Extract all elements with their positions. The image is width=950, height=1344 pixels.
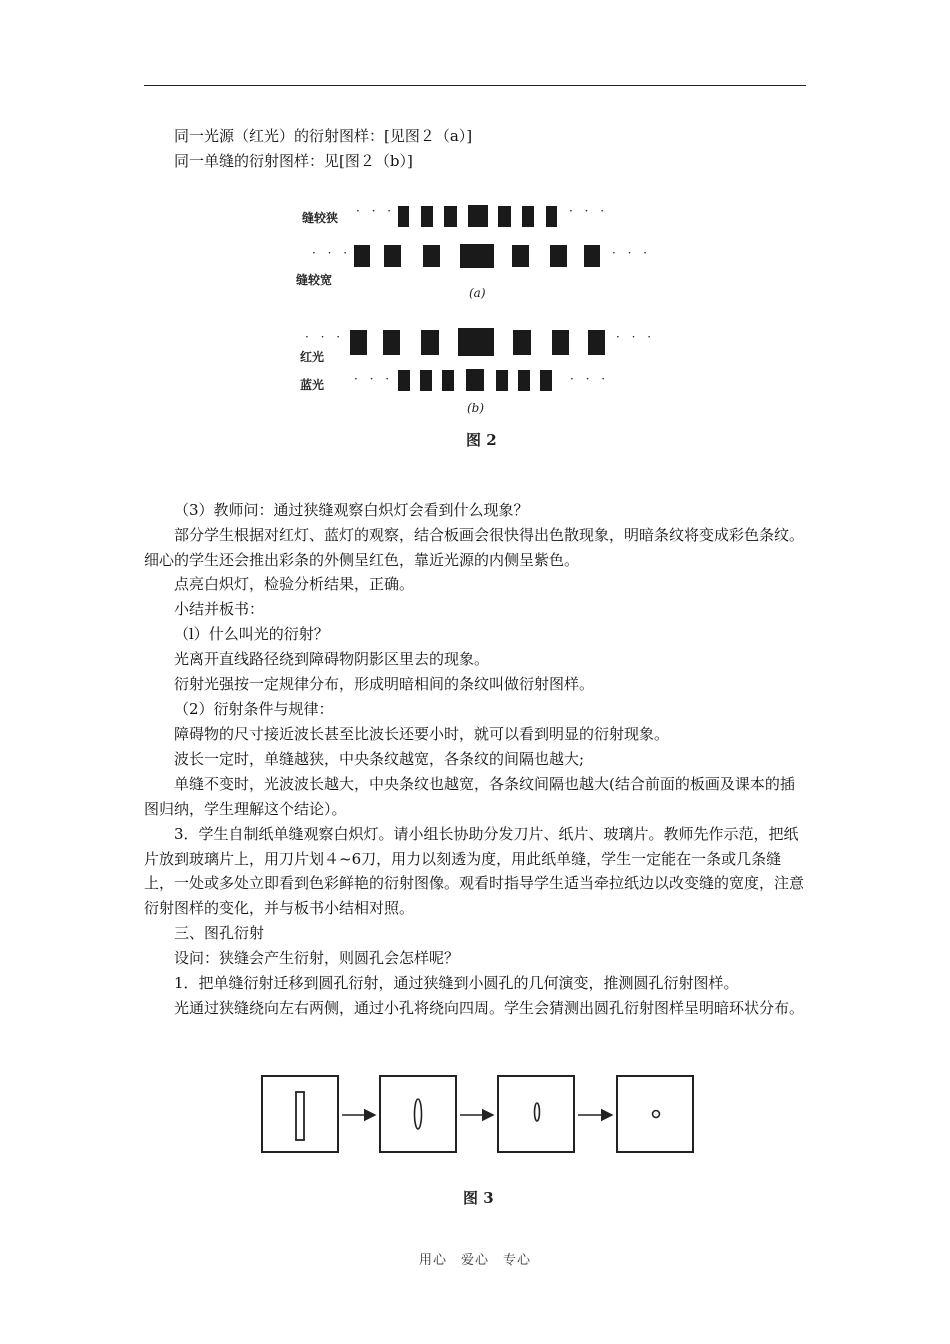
dots: · · ·	[354, 372, 394, 386]
figure-3-diagram	[0, 1060, 950, 1190]
dots: · · ·	[312, 246, 352, 260]
paragraph: 部分学生根据对红灯、蓝灯的观察，结合板画会很快得出色散现象，明暗条纹将变成彩色条纹。细心的学生还会推出彩条的外侧呈红色，靠近光源的内侧呈紫色。	[144, 526, 805, 569]
figure-2	[0, 0, 950, 460]
figure-2-fringes	[0, 0, 950, 460]
subfigure-b-label: (b)	[467, 401, 485, 415]
fringe	[550, 245, 567, 267]
fringe	[498, 206, 511, 227]
fringe	[354, 245, 370, 267]
subfigure-a-label: (a)	[469, 286, 486, 300]
paragraph: 小结并板书：	[174, 600, 265, 618]
fringe	[496, 370, 508, 391]
paragraph: （l）什么叫光的衍射？	[174, 625, 329, 643]
paragraph: （2）衍射条件与规律：	[174, 700, 334, 718]
paragraph: 1．把单缝衍射迁移到圆孔衍射，通过狭缝到小圆孔的几何演变，推测圆孔衍射图样。	[174, 974, 739, 992]
label-red-light: 红光	[300, 350, 325, 364]
label-blue-light: 蓝光	[300, 378, 325, 392]
fringe	[442, 370, 454, 391]
page-footer: 用心 爱心 专心	[418, 1253, 531, 1268]
intro-line-1: 同一光源（红光）的衍射图样：[见图２（a）]	[174, 127, 473, 145]
section-heading: 三、图孔衍射	[174, 924, 265, 942]
paragraph: 衍射光强按一定规律分布，形成明暗相间的条纹叫做衍射图样。	[174, 675, 595, 693]
paragraph: 点亮白炽灯，检验分析结果，正确。	[174, 575, 415, 593]
hole-box	[617, 1076, 693, 1152]
intro-line-2: 同一单缝的衍射图样：见[图２（b）]	[174, 152, 413, 170]
paragraph: 障碍物的尺寸接近波长甚至比波长还要小时，就可以看到明显的衍射现象。	[174, 725, 670, 743]
paragraph: 设问：狭缝会产生衍射，则圆孔会怎样呢？	[174, 949, 460, 967]
paragraph: 波长一定时，单缝越狭，中央条纹越宽，各条纹的间隔也越大;	[174, 750, 585, 768]
paragraph: 3．学生自制纸单缝观察白炽灯。请小组长协助分发刀片、纸片、玻璃片。教师先作示范，把纸片放到玻璃片上，用刀片划４~6刀，用力以刻透为度，用此纸单缝，学生一定能在一条或几条缝上，一处或多处立即看到色彩鲜艳的衍射图像。观看时指导学生适当牵拉纸边以改变缝的宽度，注意衍射图样的变化，并与板书小结相对照。	[144, 825, 805, 917]
dots: · · ·	[616, 330, 656, 344]
paragraph: 光通过狭缝绕向左右两侧，通过小孔将绕向四周。学生会猜测出圆孔衍射图样呈明暗环状分布。	[174, 999, 805, 1017]
dots: · · ·	[570, 372, 610, 386]
fringe	[398, 370, 410, 391]
figure-3	[0, 1060, 950, 1220]
paragraph: （3）教师问：通过狭缝观察白炽灯会看到什么现象？	[174, 501, 529, 519]
fringe	[588, 330, 605, 355]
label-narrow-slit: 缝较狭	[302, 211, 339, 225]
fringe	[518, 370, 530, 391]
fringe	[384, 245, 401, 267]
dots: · · ·	[569, 204, 609, 218]
fringe	[540, 370, 552, 391]
fringe	[584, 245, 600, 267]
fringe	[512, 245, 529, 267]
figure-2-caption: 图 2	[466, 431, 497, 449]
fringe	[466, 369, 484, 391]
fringe	[444, 206, 457, 227]
fringe	[383, 330, 400, 355]
hole-shape	[653, 1111, 660, 1118]
dots: · · ·	[612, 246, 652, 260]
label-wide-slit: 缝较宽	[296, 273, 333, 287]
fringe	[421, 206, 433, 227]
paragraph: 单缝不变时，光波波长越大，中央条纹也越宽，各条纹间隔也越大(结合前面的板画及课本的插图归纳，学生理解这个结论）。	[144, 775, 795, 818]
fringe	[513, 330, 531, 355]
dots: · · ·	[356, 204, 396, 218]
fringe	[458, 328, 494, 356]
figure-3-caption: 图 3	[463, 1189, 494, 1207]
fringe	[552, 330, 569, 355]
fringe	[398, 206, 409, 227]
fringe	[350, 330, 367, 355]
fringe	[468, 205, 488, 227]
fringe	[522, 206, 534, 227]
small-slit-shape	[535, 1103, 540, 1121]
slit-shape	[296, 1092, 304, 1140]
narrow-slit-box	[380, 1076, 456, 1152]
lens-slit-shape	[415, 1099, 422, 1129]
dots: · · ·	[305, 330, 345, 344]
narrower-slit-box	[498, 1076, 574, 1152]
fringe	[460, 244, 494, 268]
paragraph: 光离开直线路径绕到障碍物阴影区里去的现象。	[174, 650, 490, 668]
fringe	[423, 245, 440, 267]
fringe	[420, 370, 432, 391]
fringe	[546, 206, 557, 227]
fringe	[421, 330, 439, 355]
